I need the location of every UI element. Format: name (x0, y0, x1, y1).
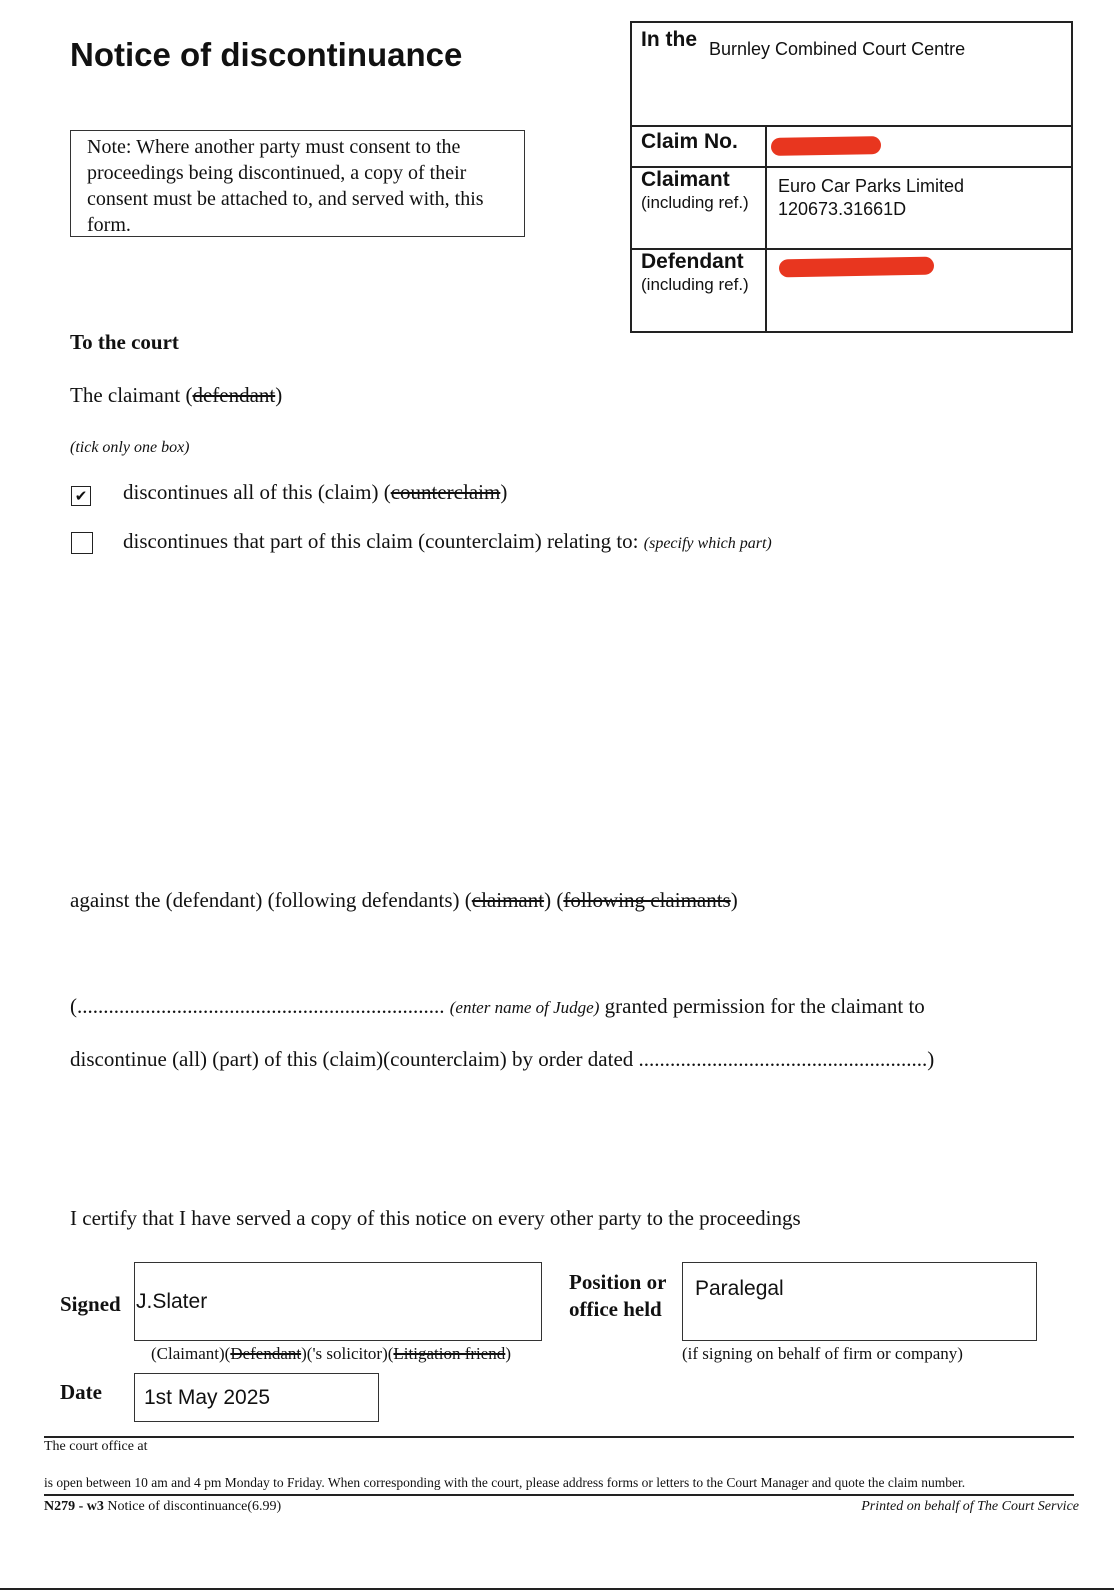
claimant-suffix: ) (275, 383, 283, 407)
signed-label: Signed (60, 1292, 121, 1316)
office-hours-note: is open between 10 am and 4 pm Monday to Friday. When corresponding with the court, please address forms or letters to the Court Manager and quote the claim number. (44, 1475, 966, 1490)
struck-following-claimants: following claimants (563, 888, 731, 912)
position-note: (if signing on behalf of firm or company) (682, 1344, 963, 1363)
defendant-redaction (779, 257, 934, 278)
against-prefix: against the (defendant) (following defendants) ( (70, 888, 472, 912)
claim-no-label: Claim No. (641, 130, 738, 153)
checkmark-icon: ✔ (74, 487, 88, 505)
table-column-divider (765, 125, 767, 331)
claimant-name[interactable]: Euro Car Parks Limited (778, 176, 965, 196)
against-suffix: ) (730, 888, 738, 912)
against-mid: ) ( (544, 888, 564, 912)
date-label: Date (60, 1380, 102, 1404)
option1-prefix: discontinues all of this (claim) ( (123, 480, 391, 504)
form-code: N279 - w3 (44, 1499, 104, 1514)
consent-note-text: Note: Where another party must consent to the proceedings being discontinued, a copy of their consent must be attached to, and served with, this form. (87, 136, 484, 236)
date-value: 1st May 2025 (144, 1386, 271, 1409)
role-prefix: (Claimant)( (151, 1344, 231, 1363)
position-label-line1: Position or (569, 1270, 667, 1294)
discontinue-part-option (123, 529, 772, 554)
option2-text: discontinues that part of this claim (counterclaim) relating to: (123, 529, 639, 553)
date-field[interactable] (134, 1373, 379, 1422)
court-office-label: The court office at (44, 1439, 148, 1454)
discontinue-all-option (123, 480, 507, 505)
claimant-statement (70, 383, 282, 408)
defendant-ref-label: (including ref.) (641, 275, 749, 294)
signature-field[interactable] (134, 1262, 542, 1341)
judge-permission-line (70, 994, 925, 1019)
footer-divider (44, 1494, 1074, 1496)
discontinue-part-checkbox[interactable] (71, 532, 93, 554)
claimant-ref-label: (including ref.) (641, 193, 749, 212)
form-reference (44, 1499, 281, 1515)
specify-part-hint: (specify which part) (643, 535, 772, 552)
tick-one-hint: (tick only one box) (70, 439, 190, 456)
signer-role-line (151, 1344, 511, 1364)
defendant-label: Defendant (641, 250, 744, 273)
discontinue-order-line: discontinue (all) (part) of this (claim)(counterclaim) by order dated .......................................................) (70, 1047, 935, 1071)
form-name: Notice of discontinuance(6.99) (107, 1499, 282, 1514)
option1-suffix: ) (500, 480, 508, 504)
role-mid: )('s solicitor)( (301, 1344, 394, 1363)
against-statement (70, 888, 738, 913)
judge-name-hint: (enter name of Judge) (449, 998, 600, 1017)
position-field[interactable] (682, 1262, 1037, 1341)
claimant-reference[interactable]: 120673.31661D (778, 199, 907, 219)
to-the-court-heading: To the court (70, 330, 179, 354)
struck-defendant-role: Defendant (230, 1344, 302, 1363)
struck-claimant: claimant (471, 888, 545, 912)
in-the-label: In the (641, 28, 697, 51)
discontinue-all-checkbox[interactable] (71, 486, 91, 506)
signature-value: J.Slater (136, 1290, 208, 1313)
form-title: Notice of discontinuance (70, 36, 463, 73)
claimant-prefix: The claimant ( (70, 383, 193, 407)
position-value: Paralegal (695, 1277, 784, 1300)
court-name[interactable]: Burnley Combined Court Centre (709, 39, 966, 59)
position-label (569, 1269, 666, 1323)
struck-defendant: defendant (192, 383, 276, 407)
printed-by-note: Printed on behalf of The Court Service (861, 1499, 1079, 1514)
judge-name-blank[interactable]: (...................................................................... (70, 994, 445, 1018)
consent-note-box (70, 130, 525, 237)
role-suffix: ) (505, 1344, 511, 1363)
position-label-line2: office held (569, 1297, 662, 1321)
judge-permission-text: granted permission for the claimant to (604, 994, 925, 1018)
footer-divider (44, 1436, 1074, 1438)
table-divider (632, 125, 1071, 127)
claimant-label: Claimant (641, 168, 730, 191)
claim-no-redaction (771, 136, 881, 156)
court-details-table (630, 21, 1073, 333)
certification-statement: I certify that I have served a copy of this notice on every other party to the proceedings (70, 1206, 801, 1230)
struck-litigation-friend: Litigation friend (393, 1344, 506, 1363)
struck-counterclaim: counterclaim (390, 480, 501, 504)
